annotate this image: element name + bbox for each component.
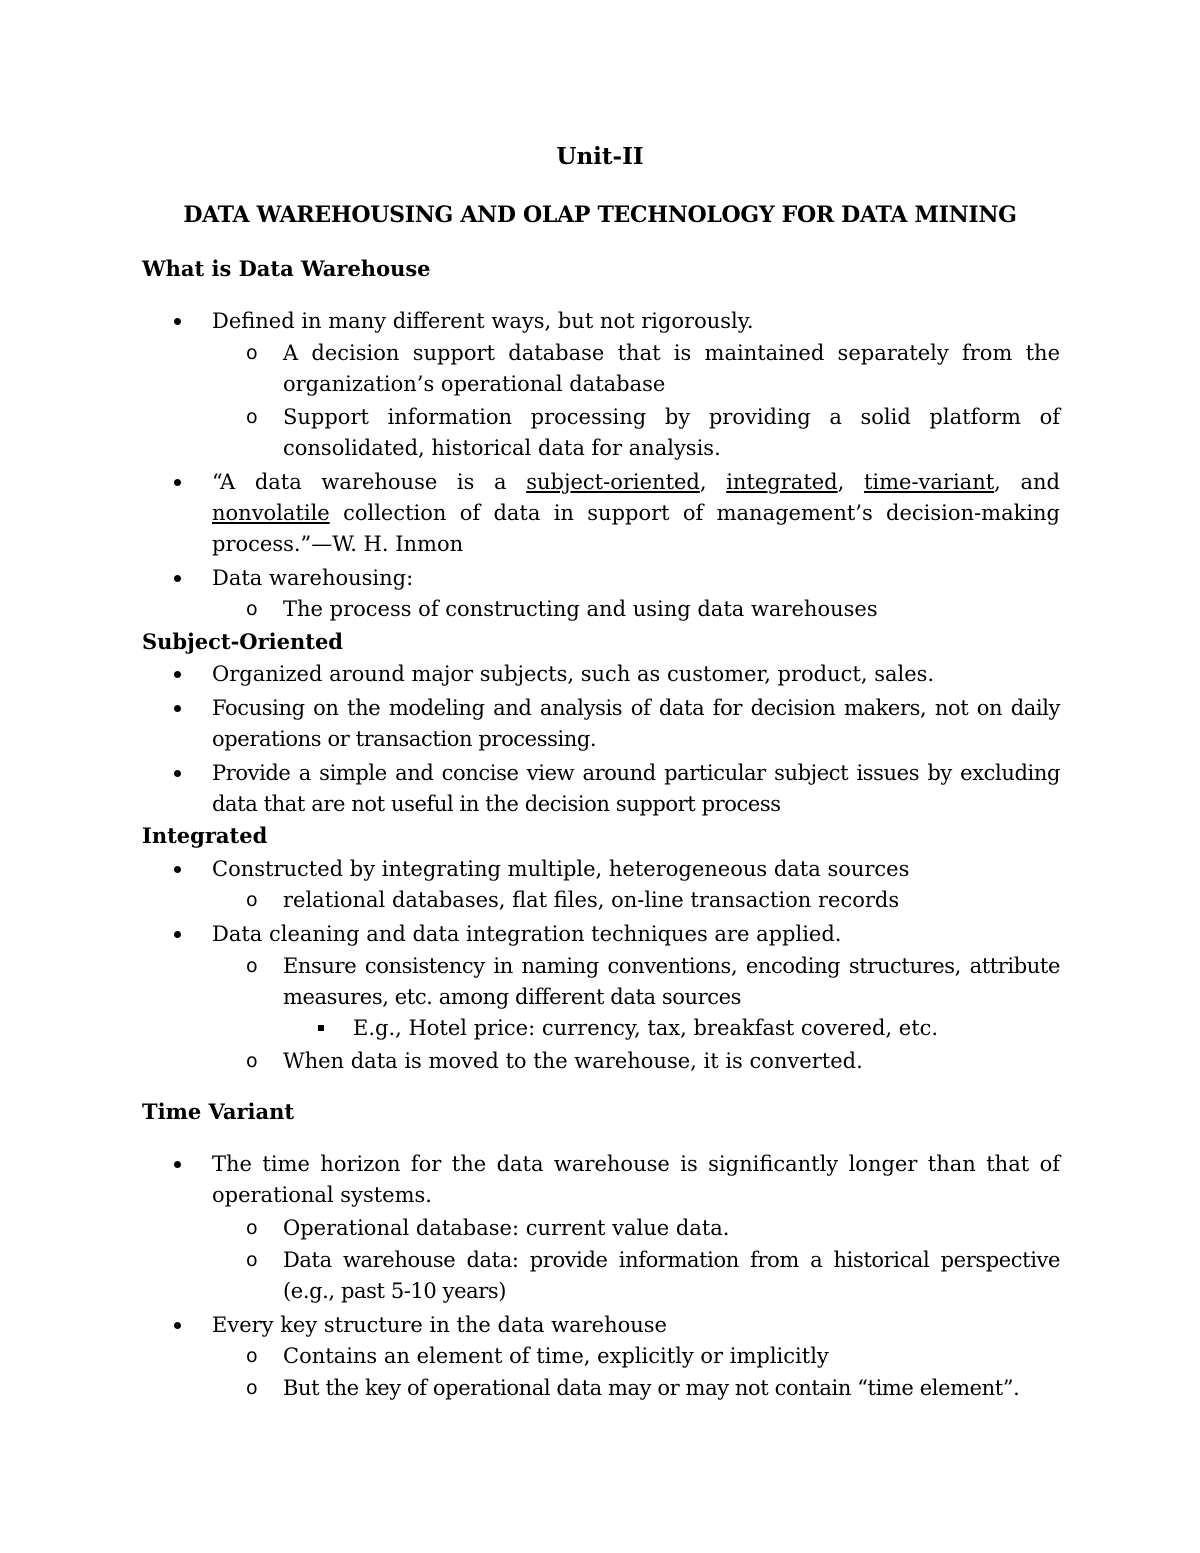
list-item: When data is moved to the warehouse, it is converted. — [283, 1049, 863, 1073]
hollow-bullet-icon: o — [246, 406, 258, 428]
list-item: The time horizon for the data warehouse is significantly longer than that of operational systems. — [212, 1152, 1060, 1207]
list-item: Organized around major subjects, such as customer, product, sales. — [212, 662, 935, 686]
bullet-icon — [174, 575, 181, 582]
separator: , and — [994, 470, 1060, 494]
unit-heading: Unit-II — [556, 143, 644, 170]
section-heading-time-variant: Time Variant — [142, 1099, 295, 1124]
list-item: Support information processing by providing a solid platform of consolidated, historical data for analysis. — [283, 405, 1060, 460]
bullet-icon — [174, 479, 181, 486]
term-nonvolatile: nonvolatile — [212, 501, 330, 525]
list-item: Provide a simple and concise view around particular subject issues by excluding data that are not useful in the decision support process — [212, 761, 1060, 816]
list-item: A decision support database that is maintained separately from the organization’s operational database — [283, 341, 1060, 396]
inmon-definition — [212, 467, 1060, 560]
list-item: Every key structure in the data warehouse — [212, 1313, 667, 1337]
hollow-bullet-icon: o — [246, 1050, 258, 1072]
list-item: Constructed by integrating multiple, heterogeneous data sources — [212, 857, 910, 881]
list-item: Data warehousing: — [212, 566, 414, 590]
document-title: DATA WAREHOUSING AND OLAP TECHNOLOGY FOR DATA MINING — [183, 202, 1017, 228]
bullet-icon — [174, 866, 181, 873]
bullet-icon — [174, 1161, 181, 1168]
separator: , — [699, 470, 727, 494]
list-item: Data cleaning and data integration techniques are applied. — [212, 922, 842, 946]
list-item: Data warehouse data: provide information from a historical perspective (e.g., past 5-10 years) — [283, 1248, 1060, 1303]
list-item: The process of constructing and using data warehouses — [283, 597, 878, 621]
bullet-icon — [174, 318, 181, 325]
list-item: Focusing on the modeling and analysis of data for decision makers, not on daily operations or transaction processing. — [212, 696, 1060, 751]
hollow-bullet-icon: o — [246, 955, 258, 977]
hollow-bullet-icon: o — [246, 1345, 258, 1367]
bullet-icon — [174, 705, 181, 712]
term-time-variant: time-variant — [863, 470, 995, 494]
list-item: relational databases, flat files, on-line transaction records — [283, 888, 900, 912]
separator: , — [837, 470, 864, 494]
term-integrated: integrated — [726, 470, 838, 494]
list-item: Ensure consistency in naming conventions, encoding structures, attribute measures, etc. among different data sources — [283, 954, 1060, 1009]
definition-text: collection of data in support of management’s decision-making process.”—W. H. Inmon — [212, 501, 1060, 556]
hollow-bullet-icon: o — [246, 1217, 258, 1239]
section-heading-subject-oriented: Subject-Oriented — [142, 629, 343, 654]
list-item: Defined in many different ways, but not rigorously. — [212, 309, 754, 333]
list-item: But the key of operational data may or may not contain “time element”. — [283, 1376, 1020, 1400]
hollow-bullet-icon: o — [246, 342, 258, 364]
list-item: E.g., Hotel price: currency, tax, breakfast covered, etc. — [353, 1016, 939, 1040]
term-subject-oriented: subject-oriented — [526, 470, 700, 494]
list-item: Operational database: current value data. — [283, 1216, 730, 1240]
bullet-icon — [174, 671, 181, 678]
bullet-icon — [174, 770, 181, 777]
list-item: Contains an element of time, explicitly or implicitly — [283, 1344, 829, 1368]
section-heading-what-is-data-warehouse: What is Data Warehouse — [142, 256, 431, 281]
hollow-bullet-icon: o — [246, 1249, 258, 1271]
definition-text: “A data warehouse is a — [212, 470, 527, 494]
hollow-bullet-icon: o — [246, 1377, 258, 1399]
square-bullet-icon — [318, 1025, 324, 1031]
section-heading-integrated: Integrated — [142, 823, 268, 848]
bullet-icon — [174, 1322, 181, 1329]
bullet-icon — [174, 931, 181, 938]
hollow-bullet-icon: o — [246, 598, 258, 620]
hollow-bullet-icon: o — [246, 889, 258, 911]
